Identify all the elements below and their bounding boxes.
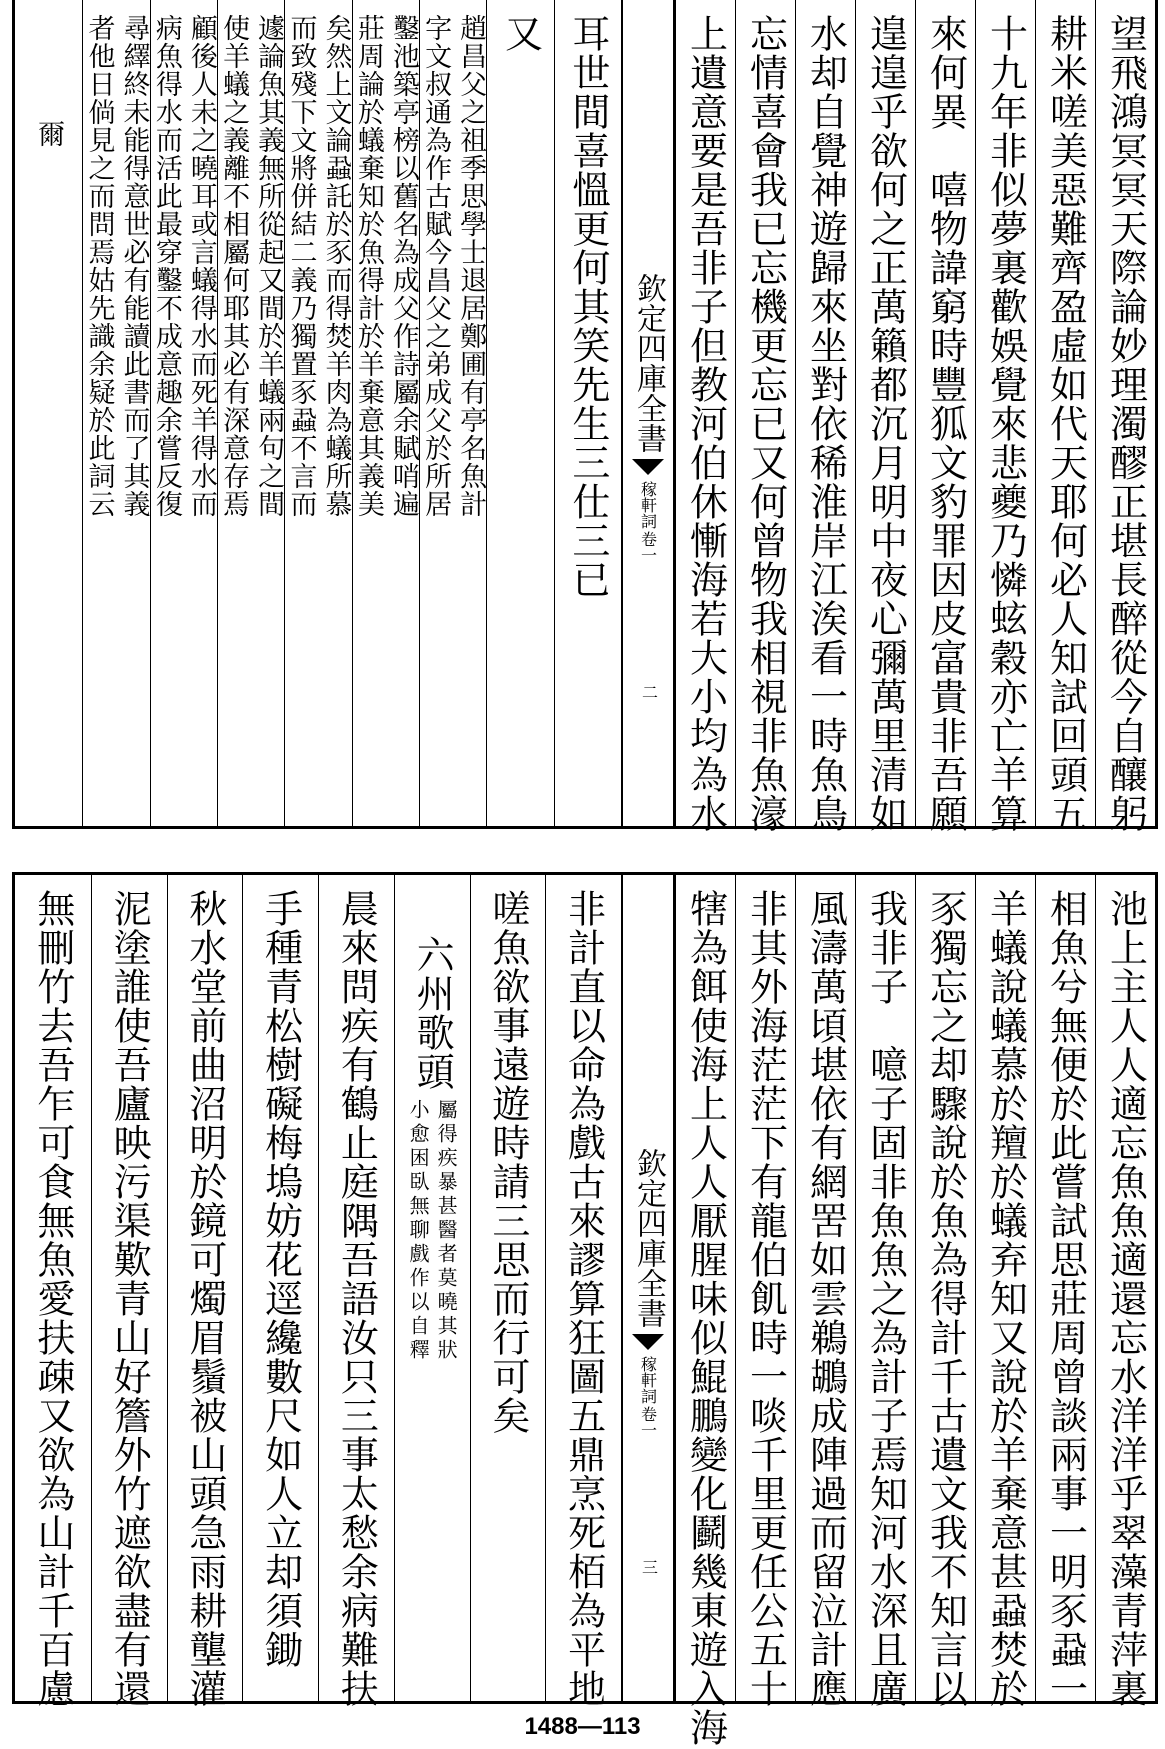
text-column	[975, 875, 1035, 1708]
text-column	[394, 875, 470, 1701]
column-text: 秋水堂前曲沼明於鏡可燭眉鬚被山頭急雨耕壟灌	[182, 889, 227, 1708]
column-text: 來何異 嘻物諱窮時豐狐文豹罪因皮富貴非吾願	[923, 14, 968, 833]
column-note: 爾	[33, 120, 65, 148]
annotation-line: 遽論魚其義無所從起又間於羊蟻兩句之間	[253, 14, 285, 518]
preface-line: 屬得疾暴甚醫者莫曉其狀	[434, 1099, 459, 1363]
text-column	[675, 0, 735, 833]
column-text: 犗為餌使海上人人厭腥味似鯤鵬變化鬬幾東遊入海	[683, 889, 728, 1747]
column-text: 風濤萬頃堪依有網罟如雲鵜鶘成陣過而留泣計應	[803, 889, 848, 1708]
book-series-title: 欽定四庫全書	[631, 1148, 666, 1328]
column-text: 耳世間喜慍更何其笑先生三仕三已	[565, 14, 610, 599]
volume-label: 卷一	[638, 531, 658, 563]
text-column	[150, 0, 217, 826]
column-text: 遑遑乎欲何之正萬籟都沉月明中夜心彌萬里清如	[863, 14, 908, 833]
book-name: 稼軒詞	[638, 481, 658, 529]
book-name: 稼軒詞	[638, 1356, 658, 1404]
text-column	[855, 875, 915, 1708]
column-text: 豕獨忘之却驟說於魚為得計千古遺文我不知言以	[923, 889, 968, 1708]
column-text: 泥塗誰使吾廬映污渠歎青山好簷外竹遮欲盡有還	[107, 889, 152, 1708]
text-column	[915, 875, 975, 1708]
text-column	[795, 875, 855, 1708]
annotation-pair	[352, 0, 419, 826]
annotation-pair	[420, 0, 487, 826]
text-column	[82, 0, 149, 826]
text-column	[855, 0, 915, 833]
preface-pair	[406, 1091, 459, 1363]
annotation-pair	[285, 0, 352, 826]
column-text: 望飛鴻冥冥天際論妙理濁醪正堪長醉從今自釀躬	[1103, 14, 1148, 833]
column-text: 池上主人人適忘魚魚適還忘水洋洋乎翠藻青萍裏	[1103, 889, 1148, 1708]
column-text: 無刪竹去吾乍可食無魚愛扶疎又欲為山計千百慮	[30, 889, 75, 1708]
column-text: 水却自覺神遊歸來坐對依稀淮岸江涘看一時魚鳥	[803, 14, 848, 833]
text-column	[15, 0, 82, 826]
text-column	[486, 0, 553, 826]
text-column	[284, 0, 351, 826]
column-text: 晨來問疾有鶴止庭隅吾語汝只三事太愁余病難扶	[334, 889, 379, 1708]
annotation-pair	[83, 0, 150, 826]
top-page	[12, 0, 1158, 833]
volume-label: 卷一	[638, 1406, 658, 1438]
annotation-line: 病魚得水而活此最穿鑿不成意趣余嘗反復	[150, 14, 182, 518]
annotation-line: 尋繹終未能得意世必有能讀此書而了其義	[118, 14, 150, 518]
fish-tail-mark-icon	[632, 459, 664, 475]
annotation-line: 趙昌父之祖季思學士退居鄭圃有亭名魚計	[455, 14, 487, 518]
text-column	[1095, 875, 1155, 1708]
column-text: 非計直以命為戲古來謬算狂圖五鼎烹死栢為平地	[561, 889, 606, 1708]
column-text: 我非子 噫子固非魚魚之為計子焉知河水深且廣	[863, 889, 908, 1708]
column-text: 相魚兮無便於此嘗試思莊周曾談兩事一明豕蝨一	[1043, 889, 1088, 1708]
text-column	[91, 875, 167, 1708]
text-column	[554, 0, 621, 826]
text-column	[1035, 0, 1095, 833]
title-with-preface	[406, 875, 459, 1701]
text-column	[675, 875, 735, 1747]
poem-title: 六州歌頭	[410, 935, 455, 1091]
center-note	[637, 1356, 660, 1438]
column-text: 耕米嗟美惡難齊盈虛如代天耶何必人知試回頭五	[1043, 14, 1088, 833]
annotation-pair	[150, 0, 217, 826]
text-column	[419, 0, 486, 826]
text-column	[318, 875, 394, 1708]
annotation-line: 顧後人未之曉耳或言蟻得水而死羊得水而	[185, 14, 217, 518]
text-column	[15, 875, 91, 1708]
annotation-line: 而致殘下文將併結二義乃獨置豕蝨不言而	[285, 14, 317, 518]
text-column	[1035, 875, 1095, 1708]
text-column	[795, 0, 855, 833]
text-column	[470, 875, 546, 1701]
column-text: 非其外海茫茫下有龍伯飢時一啖千里更任公五十	[743, 889, 788, 1708]
column-text: 羊蟻說蟻慕於羶於蟻弃知又說於羊棄意甚蝨焚於	[983, 889, 1028, 1708]
column-text: 忘情喜會我已忘機更忘已又何曾物我相視非魚濠	[743, 14, 788, 833]
annotation-line: 者他日倘見之而問焉姑先識余疑於此詞云	[83, 14, 115, 518]
text-column	[352, 0, 419, 826]
text-column	[915, 0, 975, 833]
center-note	[637, 481, 660, 563]
annotation-line: 鑿池築亭榜以舊名為成父作詩屬余賦哨遍	[387, 14, 419, 518]
text-column	[167, 875, 243, 1708]
page-footer-number: 1488—113	[524, 1713, 641, 1740]
column-text: 上遺意要是吾非子但教河伯休慚海若大小均為水	[683, 14, 728, 833]
text-column	[242, 875, 318, 1701]
annotation-pair	[218, 0, 285, 826]
column-text: 十九年非似夢裏歡娛覺來悲夔乃憐蚿穀亦亡羊算	[983, 14, 1028, 833]
annotation-line: 字文叔通為作古賦今昌父之弟成父於所居	[420, 14, 452, 518]
text-column	[1095, 0, 1155, 833]
page-number: 三	[642, 1558, 659, 1577]
text-column	[975, 0, 1035, 833]
text-column	[545, 875, 621, 1708]
column-text: 嗟魚欲事遠遊時請三思而行可矣	[485, 889, 530, 1435]
page-number: 二	[642, 683, 659, 702]
center-column	[621, 0, 675, 826]
center-column	[621, 875, 675, 1701]
annotation-line: 使羊蟻之義離不相屬何耶其必有深意存焉	[218, 14, 250, 518]
book-series-title: 欽定四庫全書	[631, 273, 666, 453]
annotation-line: 矣然上文論蝨託於豕而得焚羊肉為蟻所慕	[320, 14, 352, 518]
fish-tail-mark-icon	[632, 1334, 664, 1350]
text-column	[217, 0, 284, 826]
column-text: 又	[498, 14, 543, 53]
annotation-line: 莊周論於蟻棄知於魚得計於羊棄意其義美	[352, 14, 384, 518]
text-column	[735, 0, 795, 833]
preface-line: 小愈困臥無聊戲作以自釋	[406, 1099, 431, 1363]
column-text: 手種青松樹礙梅塢妨花逕纔數尺如人立却須鋤	[258, 889, 303, 1669]
text-column	[735, 875, 795, 1708]
